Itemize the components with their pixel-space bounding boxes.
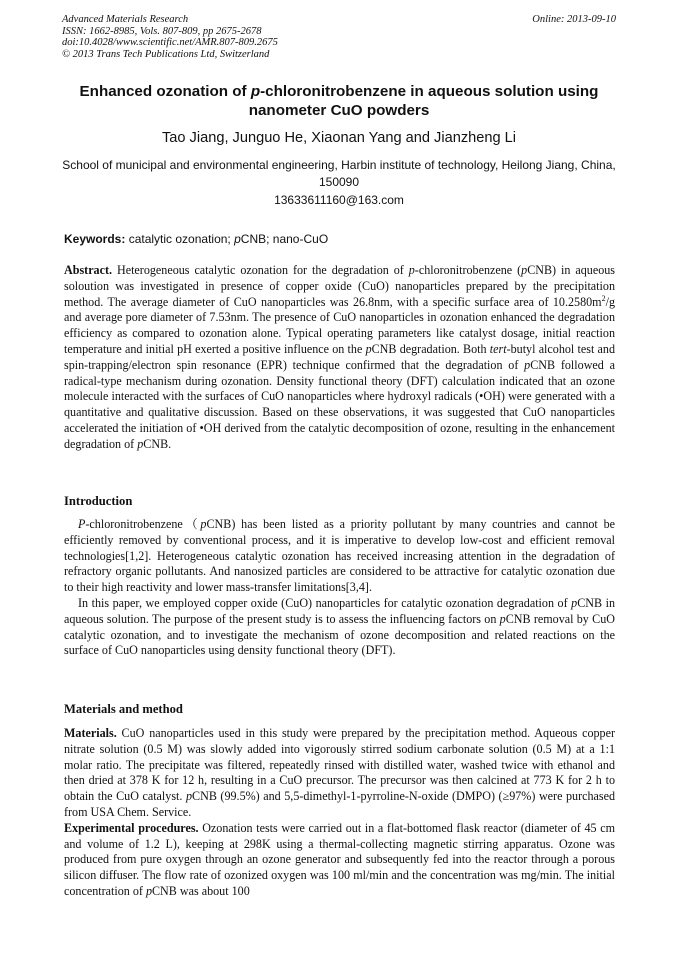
procedures-paragraph: Experimental procedures. Ozonation tests were carried out in a flat-bottomed flask reactor (diameter of 45 cm and volume of 1.2 L), keeping at 298K using a thermal-collecting magnetic stirring apparatus. Ozone was produced from pure oxygen through an ozone generator and subsequently fed into the reactor through a porous silicon diffuser. The flow rate of ozonized oxygen was 100 ml/min and the concentration was mg/min. The initial concentration of pCNB was about 100 bbox=[64, 820, 615, 898]
materials-paragraph: Materials. CuO nanoparticles used in this study were prepared by the precipitation method. Aqueous copper nitrate solution (0.5 M) was slowly added into vigorously stirred sodium carbonate solution (0.5 M) at a 1:1 molar ratio. The precipitate was filtered, repeatedly rinsed with distilled water, washed twice with ethanol and then dried at 378 K for 12 h, resulting in a CuO precursor. The precursor was then calcined at 773 K for 2 h to obtain the CuO catalyst. pCNB (99.5%) and 5,5-dimethyl-1-pyrroline-N-oxide (DMPO) (≥97%) were purchased from USA Chem. Service. bbox=[64, 726, 616, 819]
affiliation: School of municipal and environmental engineering, Harbin institute of technology, Heilong Jiang, China, 150090 bbox=[62, 158, 616, 189]
author-email: 13633611160@163.com bbox=[274, 193, 404, 207]
introduction-body bbox=[64, 517, 615, 659]
issn-line: ISSN: 1662-8985, Vols. 807-809, pp 2675-2678 bbox=[62, 25, 262, 37]
author-list: Tao Jiang, Junguo He, Xiaonan Yang and Jianzheng Li bbox=[161, 130, 517, 146]
doi-line: doi:10.4028/www.scientific.net/AMR.807-809.2675 bbox=[62, 37, 278, 49]
online-date: Online: 2013-09-10 bbox=[532, 14, 616, 25]
copyright-line: © 2013 Trans Tech Publications Ltd, Switzerland bbox=[62, 48, 270, 60]
intro-paragraph-2: In this paper, we employed copper oxide (CuO) nanoparticles for catalytic ozonation degradation of pCNB in aqueous solution. The purpose of the present study is to assess the influencing factors on pCNB removal by CuO catalytic ozonation, and to investigate the mechanism of ozone decomposition and related reactions on the surface of CuO nanoparticles using density functional theory (DFT). bbox=[64, 595, 615, 658]
paper-title: Enhanced ozonation of p-chloronitrobenzene in aqueous solution using nanometer CuO powders bbox=[79, 83, 599, 119]
keywords: Keywords: catalytic ozonation; pCNB; nano-CuO bbox=[64, 232, 329, 246]
materials-body bbox=[64, 726, 615, 900]
journal-name: Advanced Materials Research bbox=[62, 14, 189, 25]
abstract: Abstract. Heterogeneous catalytic ozonation for the degradation of p-chloronitrobenzene (pCNB) in aqueous soloution was investigated in presence of copper oxide (CuO) nanoparticles prepared by the precipitation method. The average diameter of CuO nanoparticles was 26.8nm, with a specific surface area of $10.2580m^2/g$ and average pore diameter of 7.53nm. The presence of CuO nanoparticles in ozonation enhanced the degradation efficiency as compared to ozonation alone. Typical operating parameters like catalyst dosage, initial reaction temperature and initial pH exerted a positive influence on the pCNB degradation. Both tert-butyl alcohol test and spin-trapping/electron spin resonance (EPR) technique confirmed that the degradation of pCNB followed a radical-type mechanism during ozonation. Density functional theory (DFT) calculation indicated that an ozone molecule interacted with the surfaces of CuO nanoparticles where hydroxyl radicals (•OH) were generated with a quantitative and qualitative discussion. Based on these observations, it was suggested that CuO nanoparticles accelerated the initiation of •OH derived from the catalytic decomposition of ozone, resulting in the enhancement degradation of pCNB. bbox=[64, 263, 615, 451]
running-header bbox=[62, 14, 616, 60]
intro-paragraph-1: P-chloronitrobenzene（pCNB) has been listed as a priority pollutant by many countries and cannot be efficiently removed by conventional process, and it is imperative to develop low-cost and efficient removal technologies[1,2]. Heterogeneous catalytic ozonation has received increasing attention in the degradation of refractory organic pollutants. And nanosized particles are considered to be attractive for catalytic ozonation due to their high reactivity and lower mass-transfer limitations[3,4]. bbox=[64, 517, 615, 595]
introduction-heading: Introduction bbox=[64, 494, 133, 508]
materials-heading: Materials and method bbox=[64, 702, 183, 716]
